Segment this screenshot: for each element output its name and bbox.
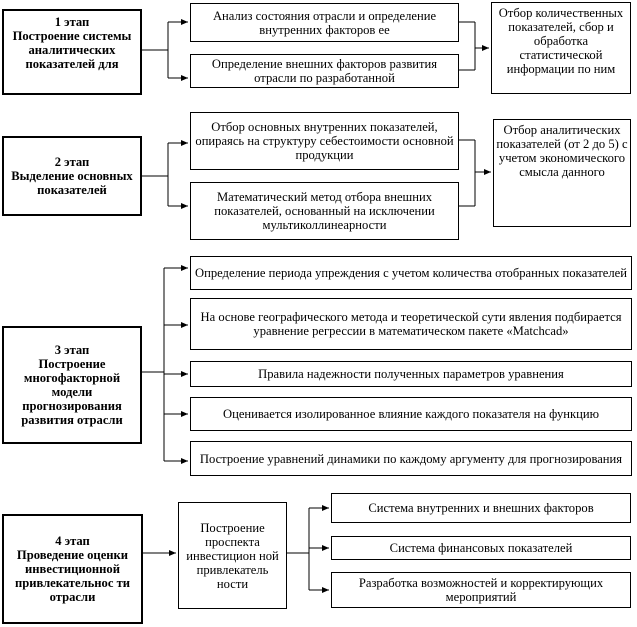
stage-4-title: Проведение оценки инвестиционной привлекательнос ти отрасли — [14, 548, 131, 604]
stage-3-action-2: На основе географического метода и теоретической сути явления подбирается уравнение регрессии в математическом пакете «Matchcad» — [190, 298, 632, 350]
stage-2-action-1: Отбор основных внутренних показателей, опираясь на структуру себестоимости основной продукции — [190, 112, 459, 170]
stage-1-box — [2, 9, 142, 95]
stage-1-result: Отбор количественных показателей, сбор и обработка статистической информации по ним — [491, 2, 631, 94]
stage-3-action-3: Правила надежности полученных параметров уравнения — [190, 361, 632, 387]
stage-2-result: Отбор аналитических показателей (от 2 до 5) с учетом экономического смысла данного — [493, 119, 631, 227]
stage-3-action-1: Определение периода упреждения с учетом количества отобранных показателей — [190, 256, 632, 290]
stage-2-title: Выделение основных показателей — [11, 169, 133, 197]
stage-1-title: Построение системы аналитических показателей для — [12, 29, 132, 71]
stage-4-action-1: Система внутренних и внешних факторов — [331, 493, 631, 523]
stage-4-middle: Построение проспекта инвестицион ной привлекатель ности — [178, 502, 287, 609]
stage-3-number: 3 этап — [54, 343, 90, 357]
stage-4-action-3: Разработка возможностей и корректирующих мероприятий — [331, 572, 631, 608]
stage-1-number: 1 этап — [54, 15, 90, 29]
stage-2-action-2: Математический метод отбора внешних показателей, основанный на исключении мультиколлинеарности — [190, 182, 459, 240]
stage-4-action-2: Система финансовых показателей — [331, 536, 631, 560]
stage-4-number: 4 этап — [55, 534, 90, 548]
stage-3-title: Построение многофакторной модели прогнозирования развития отрасли — [21, 357, 123, 427]
stage-2-box — [2, 136, 142, 216]
stage-3-box — [2, 326, 142, 444]
stage-3-action-4: Оценивается изолированное влияние каждого показателя на функцию — [190, 397, 632, 431]
stage-2-number: 2 этап — [54, 155, 90, 169]
stage-1-action-1: Анализ состояния отрасли и определение внутренних факторов ее — [190, 3, 459, 42]
stage-1-action-2: Определение внешних факторов развития отрасли по разработанной — [190, 54, 459, 88]
stage-4-box — [2, 514, 143, 624]
stage-3-action-5: Построение уравнений динамики по каждому аргументу для прогнозирования — [190, 441, 632, 476]
